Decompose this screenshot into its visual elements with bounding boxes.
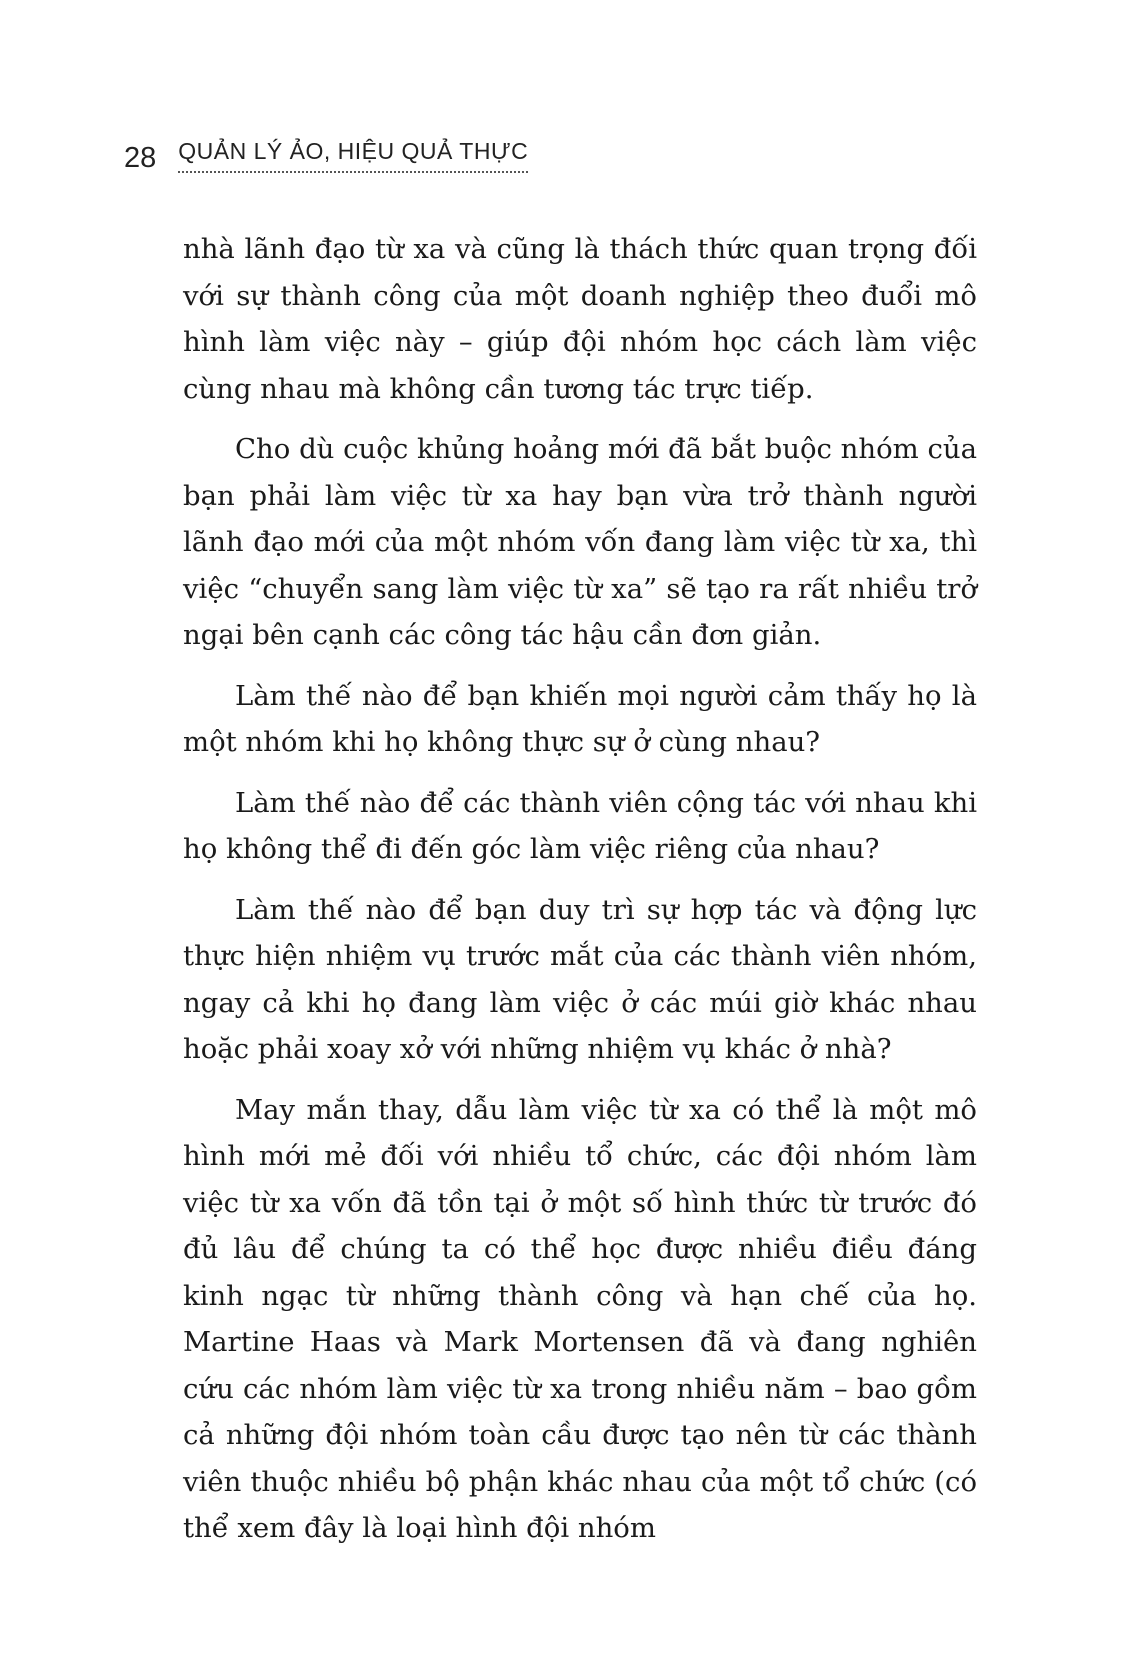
paragraph: May mắn thay, dẫu làm việc từ xa có thể là một mô hình mới mẻ đối với nhiều tổ chức, các đội nhóm làm việc từ xa vốn đã tồn tại ở một số hình thức từ trước đó đủ lâu để chúng ta có thể học được nhiều điều đáng kinh ngạc từ những thành công và hạn chế của họ. Martine Haas và Mark Mortensen đã và đang nghiên cứu các nhóm làm việc từ xa trong nhiều năm – bao gồm cả những đội nhóm toàn cầu được tạo nên từ các thành viên thuộc nhiều bộ phận khác nhau của một tổ chức (có thể xem đây là loại hình đội nhóm [183,1093,977,1544]
paragraph-question: Làm thế nào để các thành viên cộng tác với nhau khi họ không thể đi đến góc làm việc riêng của nhau? [183,786,977,865]
paragraph-question: Làm thế nào để bạn khiến mọi người cảm thấy họ là một nhóm khi họ không thực sự ở cùng nhau? [183,679,977,758]
paragraph-continued: nhà lãnh đạo từ xa và cũng là thách thức quan trọng đối với sự thành công của một doanh nghiệp theo đuổi mô hình làm việc này – giúp đội nhóm học cách làm việc cùng nhau mà không cần tương tác trực tiếp. [183,233,977,405]
body-text [183,226,977,1566]
page-number: 28 [124,142,157,174]
paragraph: Cho dù cuộc khủng hoảng mới đã bắt buộc nhóm của bạn phải làm việc từ xa hay bạn vừa trở thành người lãnh đạo mới của một nhóm vốn đang làm việc từ xa, thì việc “chuyển sang làm việc từ xa” sẽ tạo ra rất nhiều trở ngại bên cạnh các công tác hậu cần đơn giản. [183,433,977,651]
running-header [124,140,528,173]
book-title: QUẢN LÝ ẢO, HIỆU QUẢ THỰC [178,140,528,173]
paragraph-question: Làm thế nào để bạn duy trì sự hợp tác và động lực thực hiện nhiệm vụ trước mắt của các thành viên nhóm, ngay cả khi họ đang làm việc ở các múi giờ khác nhau hoặc phải xoay xở với những nhiệm vụ khác ở nhà? [183,893,977,1065]
